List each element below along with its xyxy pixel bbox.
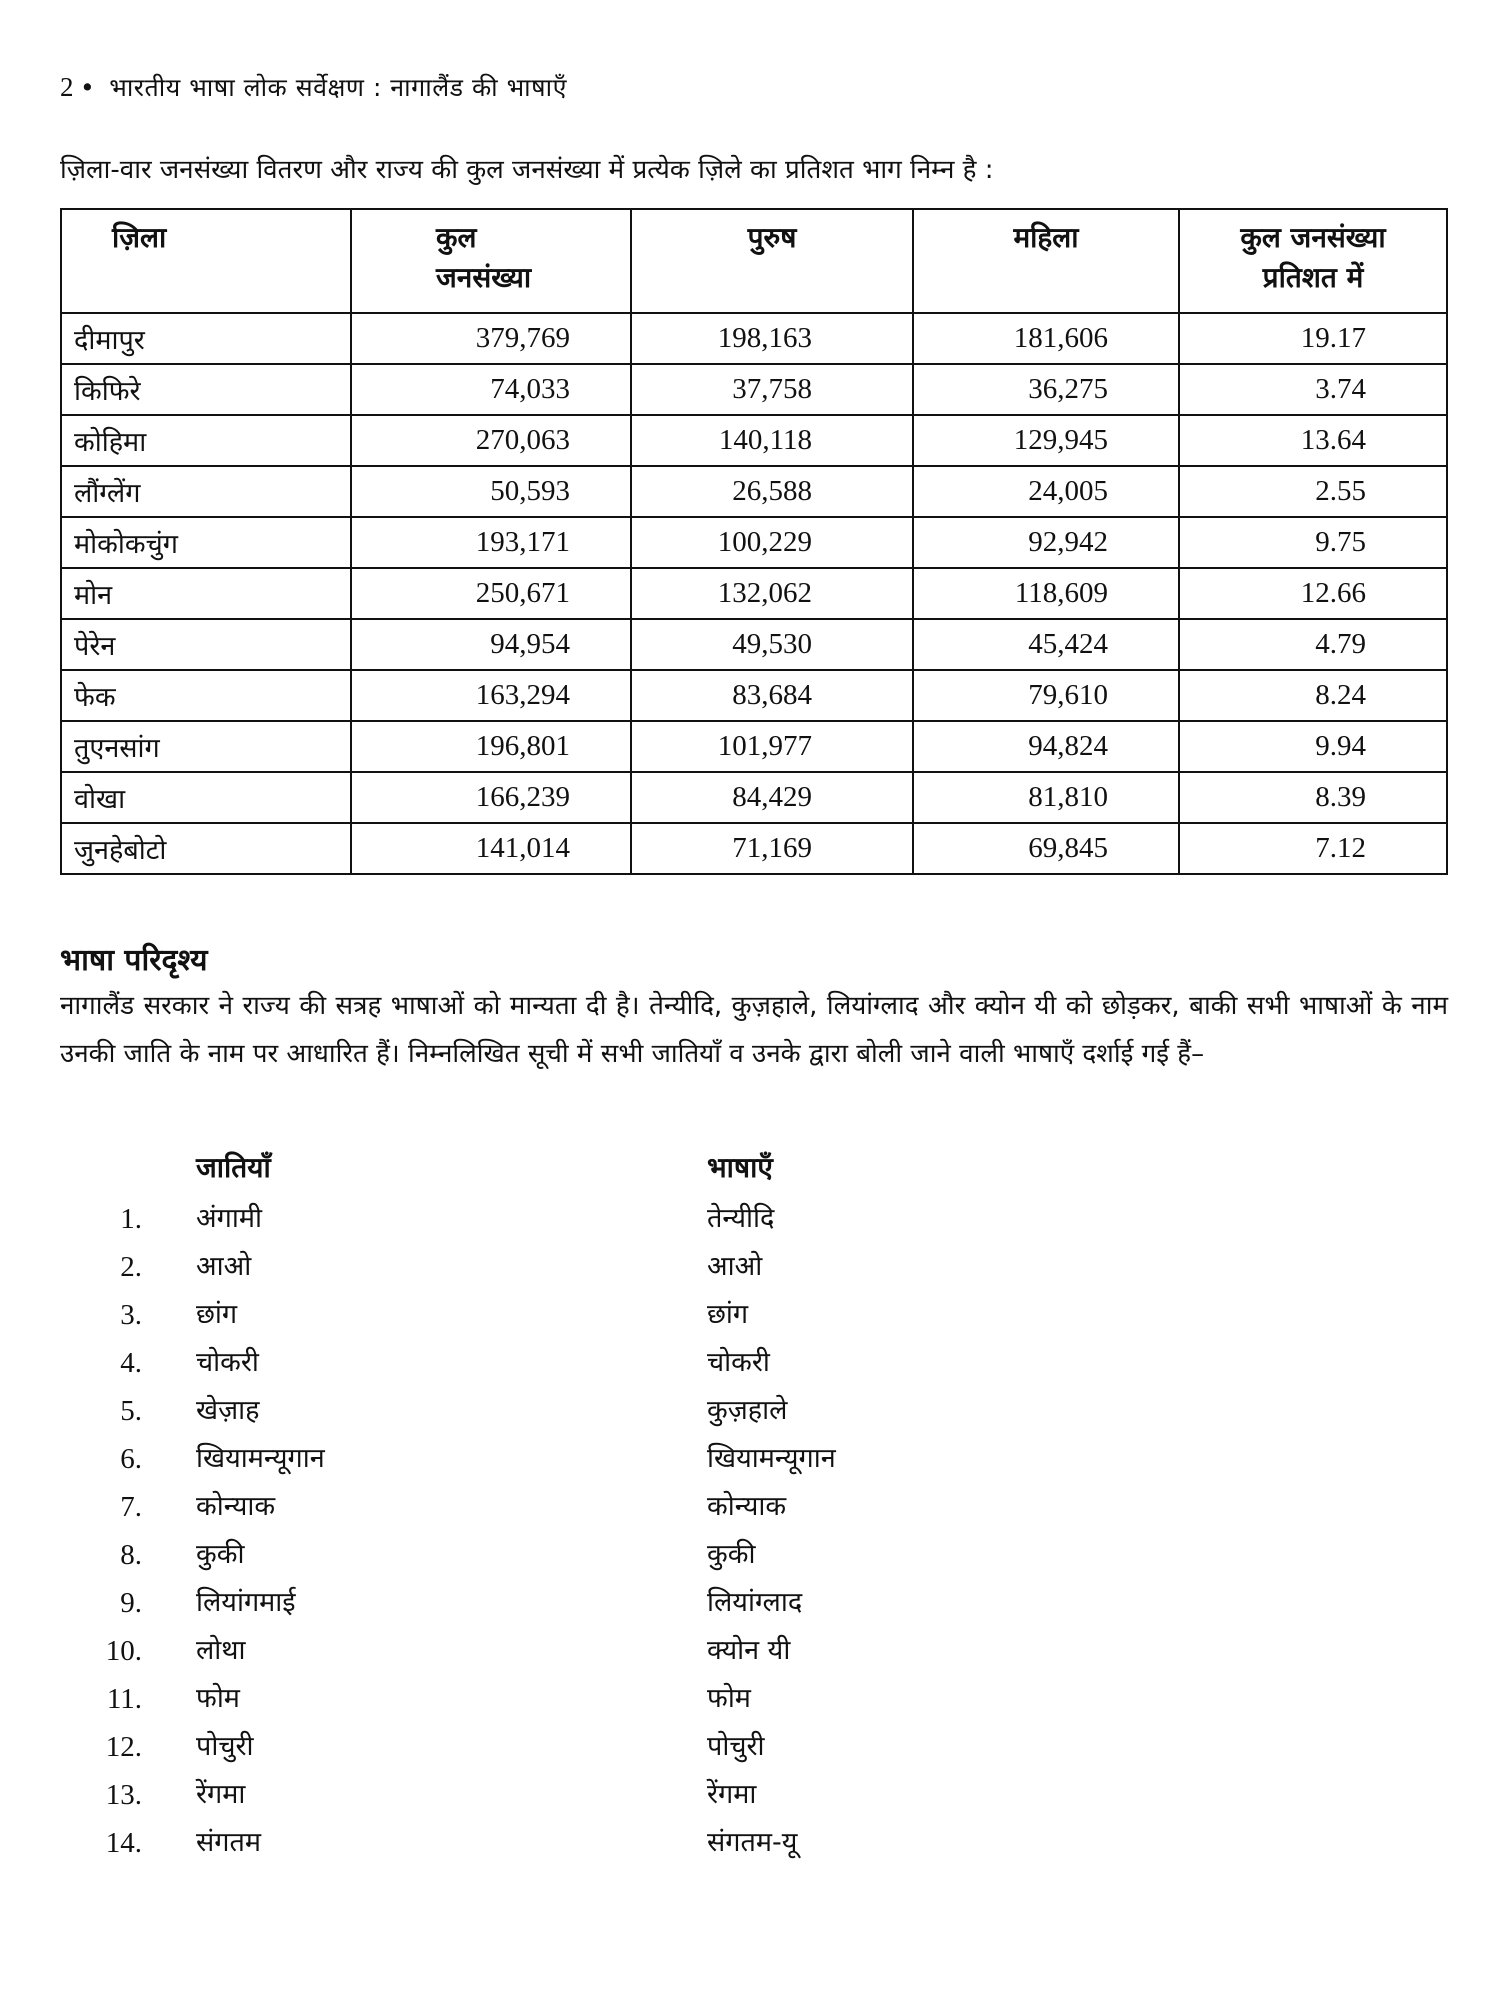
table-row xyxy=(61,415,1447,466)
list-item-number: 10. xyxy=(105,1635,142,1667)
list-item-language: छांग xyxy=(707,1299,749,1330)
district-cell: मोन xyxy=(61,568,351,619)
table-row xyxy=(61,772,1447,823)
district-cell: वोखा xyxy=(61,772,351,823)
district-population-table xyxy=(60,208,1448,875)
male-cell: 101,977 xyxy=(631,721,913,772)
female-cell: 36,275 xyxy=(913,364,1179,415)
list-item-caste: संगतम xyxy=(196,1827,261,1858)
section-paragraph: नागालैंड सरकार ने राज्य की सत्रह भाषाओं को मान्यता दी है। तेन्यीदि, कुज़हाले, लियांग्लाद और क्योन यी को छोड़कर, बाकी सभी भाषाओं के नाम उनकी जाति के नाम पर आधारित हैं। निम्नलिखित सूची में सभी जातियाँ व उनके द्वारा बोली जाने वाली भाषाएँ दर्शाई गई हैं– xyxy=(60,991,1448,1069)
header-percentage: कुल जनसंख्या प्रतिशत में xyxy=(1179,209,1447,313)
list-item xyxy=(60,1387,1060,1435)
list-item xyxy=(60,1675,1060,1723)
table-intro-text: ज़िला-वार जनसंख्या वितरण और राज्य की कुल जनसंख्या में प्रत्येक ज़िले का प्रतिशत भाग निम्न है : xyxy=(60,155,994,185)
percentage-cell: 19.17 xyxy=(1179,313,1447,364)
list-item-caste: लोथा xyxy=(196,1635,246,1666)
female-cell: 129,945 xyxy=(913,415,1179,466)
female-cell: 181,606 xyxy=(913,313,1179,364)
total-population-cell: 193,171 xyxy=(351,517,631,568)
list-item-caste: पोचुरी xyxy=(196,1731,254,1762)
male-cell: 100,229 xyxy=(631,517,913,568)
district-cell: मोकोकचुंग xyxy=(61,517,351,568)
total-population-cell: 166,239 xyxy=(351,772,631,823)
header-female: महिला xyxy=(913,209,1179,313)
male-cell: 140,118 xyxy=(631,415,913,466)
list-item-language: कोन्याक xyxy=(707,1491,787,1522)
total-population-cell: 141,014 xyxy=(351,823,631,874)
list-item-language: लियांग्लाद xyxy=(707,1587,803,1618)
list-item-language: कुज़हाले xyxy=(707,1395,788,1426)
list-item-caste: अंगामी xyxy=(196,1203,262,1234)
table-row xyxy=(61,364,1447,415)
total-population-cell: 163,294 xyxy=(351,670,631,721)
male-cell: 49,530 xyxy=(631,619,913,670)
district-cell: फेक xyxy=(61,670,351,721)
list-item xyxy=(60,1435,1060,1483)
male-cell: 83,684 xyxy=(631,670,913,721)
table-row xyxy=(61,466,1447,517)
table-row xyxy=(61,517,1447,568)
female-cell: 118,609 xyxy=(913,568,1179,619)
table-row xyxy=(61,619,1447,670)
list-item-number: 2. xyxy=(120,1251,142,1283)
list-item-number: 12. xyxy=(105,1731,142,1763)
percentage-cell: 8.39 xyxy=(1179,772,1447,823)
table-header-row xyxy=(61,209,1447,313)
list-item xyxy=(60,1339,1060,1387)
languages-heading: भाषाएँ xyxy=(707,1151,773,1184)
total-population-cell: 74,033 xyxy=(351,364,631,415)
header-total-population: कुल जनसंख्या xyxy=(351,209,631,313)
list-item-number: 4. xyxy=(120,1347,142,1379)
running-header xyxy=(60,70,567,104)
list-item-caste: कुकी xyxy=(196,1539,245,1570)
list-item xyxy=(60,1291,1060,1339)
district-cell: तुएनसांग xyxy=(61,721,351,772)
list-item-caste: खेज़ाह xyxy=(196,1395,260,1426)
list-item-number: 9. xyxy=(120,1587,142,1619)
total-population-cell: 94,954 xyxy=(351,619,631,670)
district-cell: लौंग्लेंग xyxy=(61,466,351,517)
list-item-caste: रेंगमा xyxy=(196,1779,246,1810)
list-item-number: 7. xyxy=(120,1491,142,1523)
total-population-cell: 196,801 xyxy=(351,721,631,772)
female-cell: 92,942 xyxy=(913,517,1179,568)
page-number: 2 xyxy=(60,72,74,102)
list-item-caste: खियामन्यूगान xyxy=(196,1443,325,1474)
list-item-number: 13. xyxy=(105,1779,142,1811)
list-item-language: चोकरी xyxy=(707,1347,770,1378)
list-item-language: खियामन्यूगान xyxy=(707,1443,836,1474)
total-population-cell: 270,063 xyxy=(351,415,631,466)
percentage-cell: 7.12 xyxy=(1179,823,1447,874)
total-population-cell: 50,593 xyxy=(351,466,631,517)
list-item xyxy=(60,1579,1060,1627)
list-item-number: 8. xyxy=(120,1539,142,1571)
list-item-number: 3. xyxy=(120,1299,142,1331)
percentage-cell: 8.24 xyxy=(1179,670,1447,721)
list-item xyxy=(60,1243,1060,1291)
district-cell: पेरेन xyxy=(61,619,351,670)
list-item xyxy=(60,1195,1060,1243)
district-cell: कोहिमा xyxy=(61,415,351,466)
section-title: भाषा परिदृश्य xyxy=(60,943,208,978)
percentage-cell: 4.79 xyxy=(1179,619,1447,670)
list-item-number: 1. xyxy=(120,1203,142,1235)
list-item-caste: कोन्याक xyxy=(196,1491,276,1522)
table-row xyxy=(61,721,1447,772)
district-cell: किफिरे xyxy=(61,364,351,415)
header-bullet: • xyxy=(80,73,96,102)
male-cell: 84,429 xyxy=(631,772,913,823)
header-title: भारतीय भाषा लोक सर्वेक्षण : नागालैंड की भाषाएँ xyxy=(109,73,567,102)
percentage-cell: 2.55 xyxy=(1179,466,1447,517)
percentage-cell: 9.94 xyxy=(1179,721,1447,772)
female-cell: 94,824 xyxy=(913,721,1179,772)
list-item-caste: छांग xyxy=(196,1299,238,1330)
table-row xyxy=(61,670,1447,721)
table-row xyxy=(61,568,1447,619)
list-item xyxy=(60,1531,1060,1579)
list-item-number: 5. xyxy=(120,1395,142,1427)
table-row xyxy=(61,313,1447,364)
percentage-cell: 12.66 xyxy=(1179,568,1447,619)
female-cell: 81,810 xyxy=(913,772,1179,823)
male-cell: 26,588 xyxy=(631,466,913,517)
list-item xyxy=(60,1819,1060,1867)
list-item-language: आओ xyxy=(707,1251,763,1282)
total-population-cell: 379,769 xyxy=(351,313,631,364)
district-cell: दीमापुर xyxy=(61,313,351,364)
percentage-cell: 3.74 xyxy=(1179,364,1447,415)
list-item-language: रेंगमा xyxy=(707,1779,757,1810)
list-item-language: पोचुरी xyxy=(707,1731,765,1762)
female-cell: 69,845 xyxy=(913,823,1179,874)
male-cell: 132,062 xyxy=(631,568,913,619)
list-item xyxy=(60,1771,1060,1819)
list-item-number: 11. xyxy=(106,1683,142,1715)
female-cell: 79,610 xyxy=(913,670,1179,721)
list-item-language: क्योन यी xyxy=(707,1635,791,1666)
table-row xyxy=(61,823,1447,874)
list-item-caste: फोम xyxy=(196,1683,240,1714)
list-item-language: तेन्यीदि xyxy=(707,1203,775,1234)
list-item-caste: आओ xyxy=(196,1251,252,1282)
district-cell: जुनहेबोटो xyxy=(61,823,351,874)
percentage-cell: 9.75 xyxy=(1179,517,1447,568)
list-item-number: 6. xyxy=(120,1443,142,1475)
list-item xyxy=(60,1483,1060,1531)
list-item xyxy=(60,1723,1060,1771)
male-cell: 71,169 xyxy=(631,823,913,874)
female-cell: 24,005 xyxy=(913,466,1179,517)
caste-language-list xyxy=(60,1195,1060,1867)
list-item-language: फोम xyxy=(707,1683,751,1714)
female-cell: 45,424 xyxy=(913,619,1179,670)
list-item-number: 14. xyxy=(105,1827,142,1859)
list-item-language: कुकी xyxy=(707,1539,756,1570)
male-cell: 37,758 xyxy=(631,364,913,415)
list-item xyxy=(60,1627,1060,1675)
list-item-language: संगतम-यू xyxy=(707,1827,798,1858)
header-male: पुरुष xyxy=(631,209,913,313)
total-population-cell: 250,671 xyxy=(351,568,631,619)
list-item-caste: लियांगमाई xyxy=(196,1587,296,1618)
percentage-cell: 13.64 xyxy=(1179,415,1447,466)
male-cell: 198,163 xyxy=(631,313,913,364)
castes-heading: जातियाँ xyxy=(196,1151,271,1184)
header-district: ज़िला xyxy=(61,209,351,313)
list-item-caste: चोकरी xyxy=(196,1347,259,1378)
